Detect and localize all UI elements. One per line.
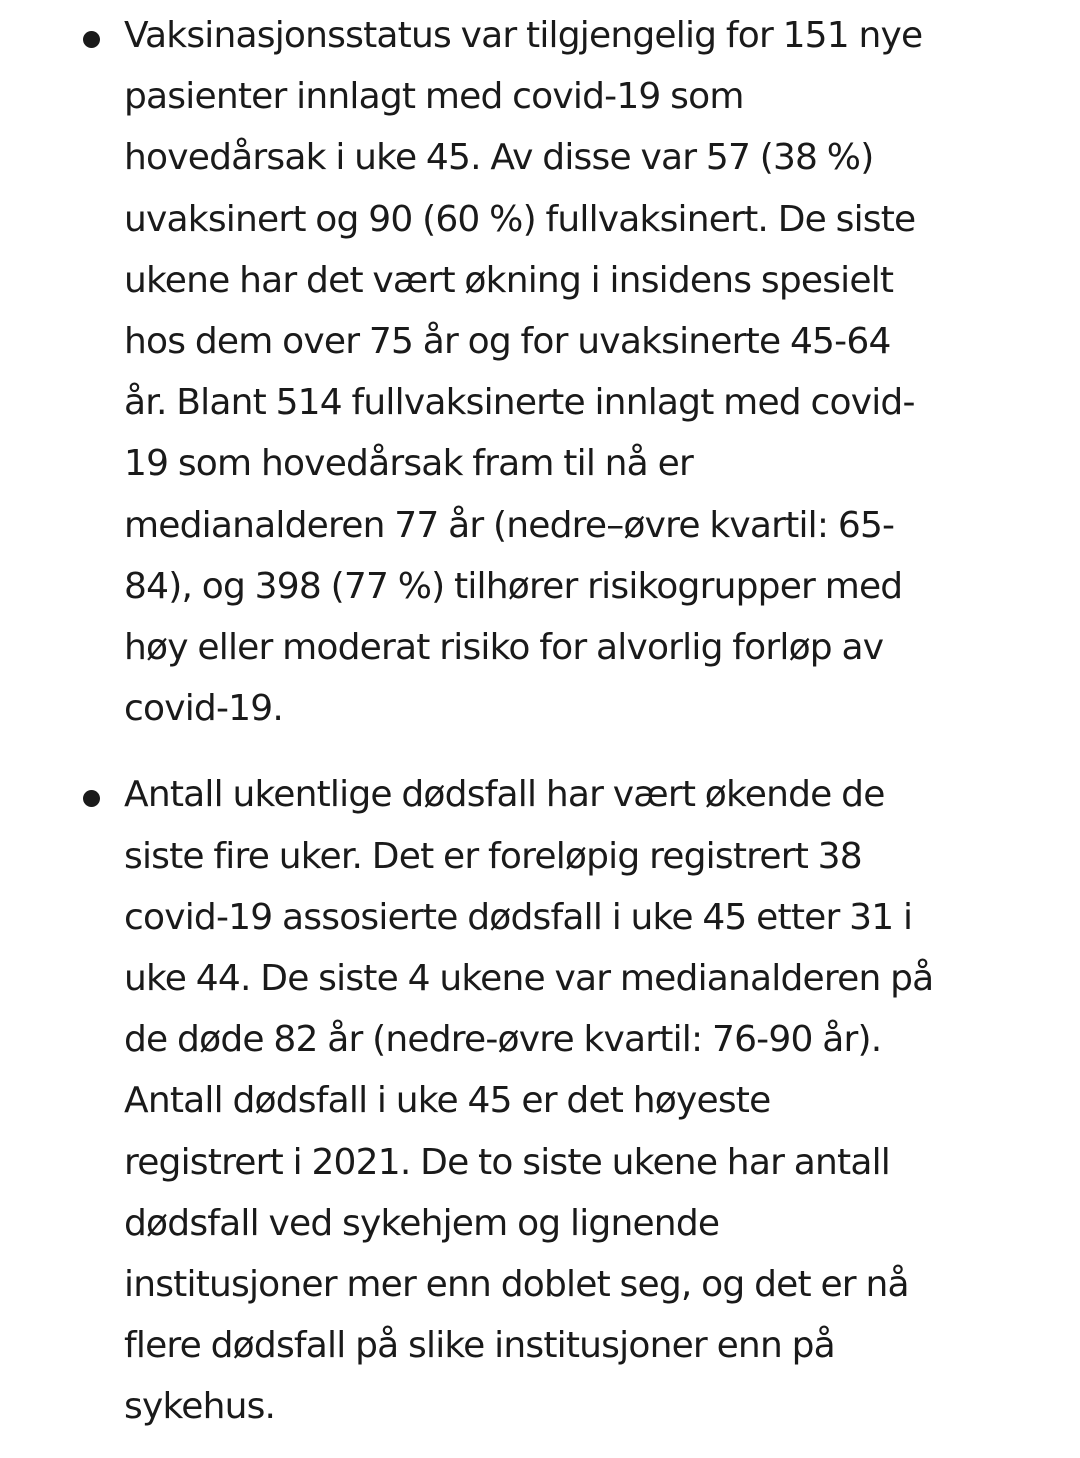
text-line: år. Blant 514 fullvaksinerte innlagt med covid- — [124, 382, 915, 424]
text-line: pasienter innlagt med covid-19 som — [124, 76, 744, 118]
text-line: medianalderen 77 år (nedre–øvre kvartil: 65- — [124, 504, 895, 546]
text-line: hovedårsak i uke 45. Av disse var 57 (38 %) — [124, 137, 874, 179]
text-line: de døde 82 år (nedre-øvre kvartil: 76-90 år). — [124, 1019, 882, 1061]
text-line: Antall dødsfall i uke 45 er det høyeste — [124, 1080, 771, 1122]
bullet-item-deaths — [124, 764, 1054, 1437]
text-line: covid-19. — [124, 688, 284, 730]
text-line: 19 som hovedårsak fram til nå er — [124, 443, 693, 485]
text-line: uvaksinert og 90 (60 %) fullvaksinert. De siste — [124, 198, 916, 240]
text-line: sykehus. — [124, 1386, 276, 1428]
text-line: institusjoner mer enn doblet seg, og det er nå — [124, 1264, 909, 1306]
text-line: siste fire uker. Det er foreløpig registrert 38 — [124, 835, 862, 877]
text-line: registrert i 2021. De to siste ukene har antall — [124, 1141, 890, 1183]
text-line: hos dem over 75 år og for uvaksinerte 45-64 — [124, 321, 891, 363]
text-line: Antall ukentlige dødsfall har vært økende de — [124, 774, 885, 816]
text-line: ukene har det vært økning i insidens spesielt — [124, 259, 894, 301]
text-line: dødsfall ved sykehjem og lignende — [124, 1202, 720, 1244]
text-line: flere dødsfall på slike institusjoner enn på — [124, 1325, 835, 1367]
text-line: Vaksinasjonsstatus var tilgjengelig for 151 nye — [124, 15, 923, 56]
text-line: 84), og 398 (77 %) tilhører risikogrupper med — [124, 565, 903, 607]
bullet-dot-icon — [83, 790, 100, 807]
bullet-item-vaccination-status — [124, 0, 1054, 739]
text-line: covid-19 assosierte dødsfall i uke 45 etter 31 i — [124, 896, 913, 938]
text-line: uke 44. De siste 4 ukene var medianalderen på — [124, 958, 934, 1000]
bullet-dot-icon — [83, 31, 100, 48]
text-line: høy eller moderat risiko for alvorlig forløp av — [124, 627, 884, 669]
